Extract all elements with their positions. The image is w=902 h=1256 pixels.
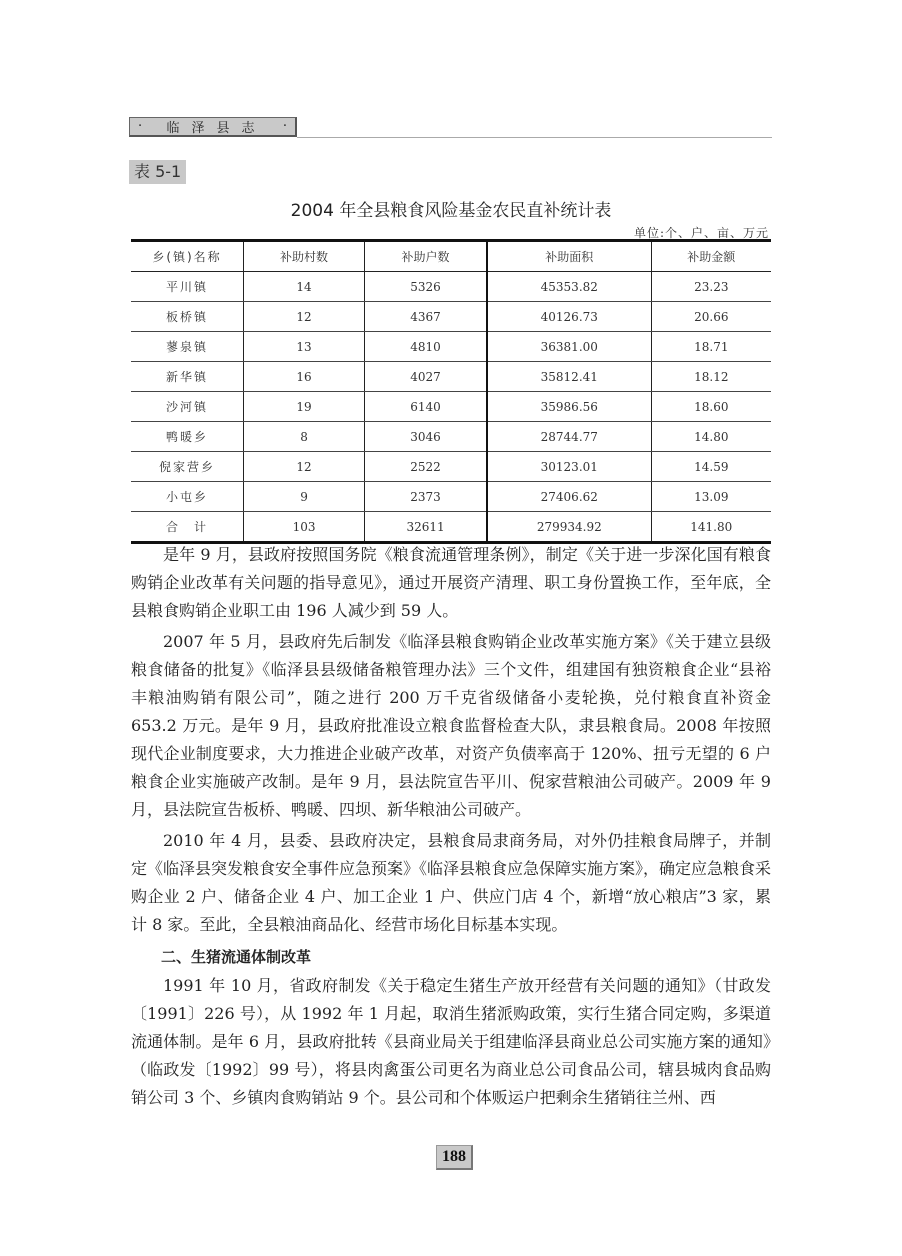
body-text [131,541,771,1115]
table-header-row [131,241,771,272]
table-cell: 4367 [365,302,487,332]
table-cell: 35812.41 [487,362,651,392]
table-cell: 36381.00 [487,332,651,362]
table-cell: 5326 [365,272,487,302]
running-header [129,117,772,139]
paragraph: 1991 年 10 月，省政府制发《关于稳定生猪生产放开经营有关问题的通知》（甘政发〔1991〕226 号），从 1992 年 1 月起，取消生猪派购政策，实行生猪合同定购，多渠道流通体制。是年 6 月，县政府批转《县商业局关于组建临泽县商业总公司实施方案的通知》（临政发〔1992〕99 号），将县肉禽蛋公司更名为商业总公司食品公司，辖县城肉食品购销公司 3 个、乡镇肉食购销站 9 个。县公司和个体贩运户把剩余生猪销往兰州、西 [131,976,771,1107]
book-title-box [129,117,297,137]
statistics-table [131,239,771,544]
table-cell: 28744.77 [487,422,651,452]
table-row [131,362,771,392]
township-name-cell: 板桥镇 [131,302,244,332]
table-cell: 2522 [365,452,487,482]
township-name-cell: 沙河镇 [131,392,244,422]
unit-note: 单位:个、户、亩、万元 [633,226,769,240]
township-name-cell: 平川镇 [131,272,244,302]
table-cell: 9 [244,482,365,512]
table-label: 表 5-1 [129,160,186,184]
township-name-cell: 小屯乡 [131,482,244,512]
township-name-cell: 合 计 [131,512,244,543]
column-header: 乡(镇)名称 [131,241,244,272]
table-cell: 12 [244,452,365,482]
table-row [131,452,771,482]
paragraph: 是年 9 月，县政府按照国务院《粮食流通管理条例》，制定《关于进一步深化国有粮食购销企业改革有关问题的指导意见》，通过开展资产清理、职工身份置换工作，至年底，全县粮食购销企业职工由 196 人减少到 59 人。 [131,545,771,620]
table-cell: 16 [244,362,365,392]
paragraph: 2010 年 4 月，县委、县政府决定，县粮食局隶商务局，对外仍挂粮食局牌子，并制定《临泽县突发粮食安全事件应急预案》《临泽县粮食应急保障实施方案》，确定应急粮食采购企业 2 户、储备企业 4 户、加工企业 1 户、供应门店 4 个，新增“放心粮店”3 家，累计 8 家。至此，全县粮油商品化、经营市场化目标基本实现。 [131,831,772,934]
table-cell: 14 [244,272,365,302]
header-rule [297,137,772,138]
book-title: 临泽县志 [166,121,267,136]
table-row [131,272,771,302]
table-cell: 20.66 [651,302,771,332]
table-row [131,482,771,512]
township-name-cell: 蓼泉镇 [131,332,244,362]
table-cell: 4027 [365,362,487,392]
table-cell: 8 [244,422,365,452]
table-cell: 18.60 [651,392,771,422]
column-header: 补助金额 [651,241,771,272]
header-dot-left: · [138,119,143,134]
table-cell: 12 [244,302,365,332]
table-row [131,302,771,332]
table-cell: 18.71 [651,332,771,362]
table-cell: 3046 [365,422,487,452]
paragraph: 2007 年 5 月，县政府先后制发《临泽县粮食购销企业改革实施方案》《关于建立县级粮食储备的批复》《临泽县县级储备粮管理办法》三个文件，组建国有独资粮食企业“县裕丰粮油购销有限公司”，随之进行 200 万千克省级储备小麦轮换，兑付粮食直补资金 653.2 万元。是年 9 月，县政府批准设立粮食监督检查大队，隶县粮食局。2008 年按照现代企业制度要求，大力推进企业破产改革，对资产负债率高于 120%、扭亏无望的 6 户粮食企业实施破产改制。是年 9 月，县法院宣告平川、倪家营粮油公司破产。2009 年 9 月，县法院宣告板桥、鸭暖、四坝、新华粮油公司破产。 [131,632,771,819]
table-cell: 14.59 [651,452,771,482]
table-cell: 6140 [365,392,487,422]
table-cell: 13.09 [651,482,771,512]
table-cell: 23.23 [651,272,771,302]
page-number: 188 [436,1145,473,1170]
township-name-cell: 倪家营乡 [131,452,244,482]
table-cell: 103 [244,512,365,543]
table-cell: 279934.92 [487,512,651,543]
table-cell: 45353.82 [487,272,651,302]
table-row [131,422,771,452]
table-cell: 13 [244,332,365,362]
table-row [131,332,771,362]
table-row [131,392,771,422]
table-cell: 30123.01 [487,452,651,482]
table-cell: 32611 [365,512,487,543]
township-name-cell: 鸭暖乡 [131,422,244,452]
table-cell: 19 [244,392,365,422]
table-cell: 14.80 [651,422,771,452]
table-cell: 27406.62 [487,482,651,512]
table-cell: 18.12 [651,362,771,392]
table-cell: 141.80 [651,512,771,543]
township-name-cell: 新华镇 [131,362,244,392]
table-total-row [131,512,771,543]
table-cell: 4810 [365,332,487,362]
table-title: 2004 年全县粮食风险基金农民直补统计表 [290,201,612,221]
section-heading: 二、生猪流通体制改革 [161,948,312,966]
table-cell: 35986.56 [487,392,651,422]
column-header: 补助村数 [244,241,365,272]
column-header: 补助面积 [487,241,651,272]
table-cell: 2373 [365,482,487,512]
table-cell: 40126.73 [487,302,651,332]
column-header: 补助户数 [365,241,487,272]
header-dot-right: · [282,119,287,134]
